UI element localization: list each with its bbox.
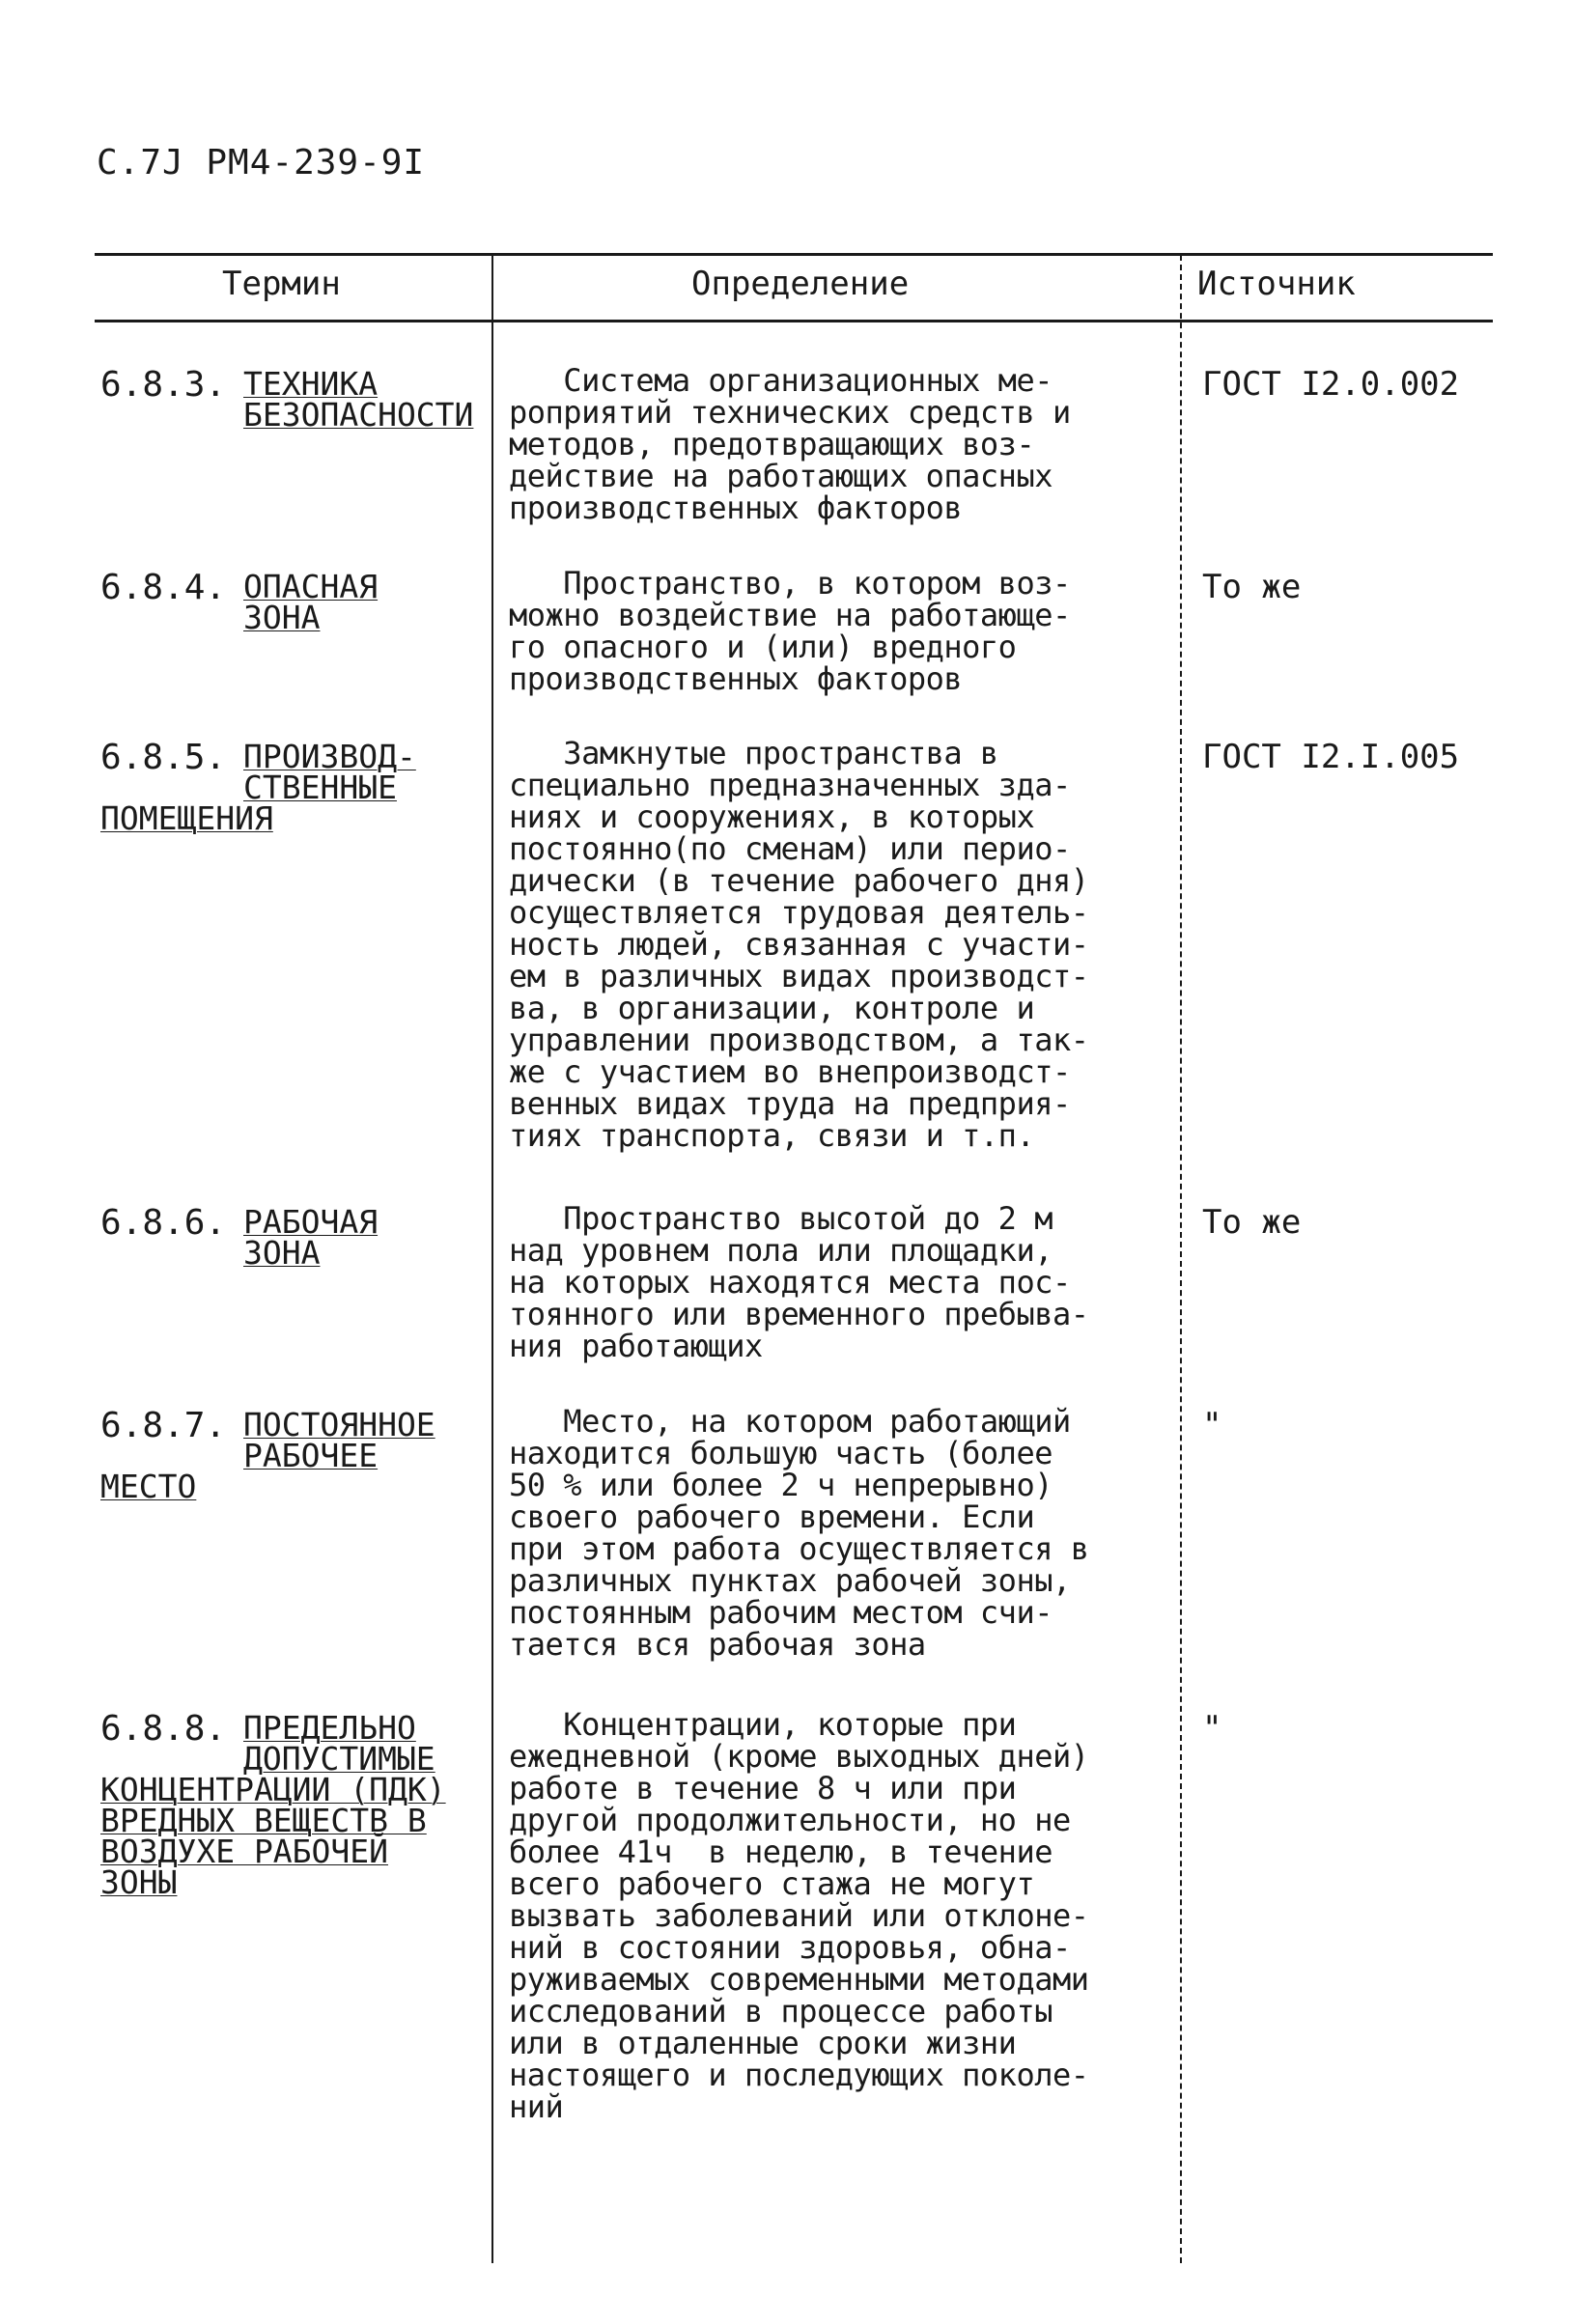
- table-top-rule: [95, 253, 1493, 256]
- term-number: 6.8.4.: [100, 568, 227, 607]
- term-line: КОНЦЕНТРАЦИИ (ПДК): [100, 1771, 446, 1808]
- term-line: ПРОИЗВОД-: [243, 738, 416, 775]
- term-line: СТВЕННЫЕ: [243, 769, 397, 806]
- column-divider-source: [1180, 255, 1182, 2263]
- source-text: ГОСТ І2.0.002: [1202, 365, 1460, 404]
- definition-text: Замкнутые пространства в специально предназначенных зда- ниях и сооружениях, в которых постоянно(по сменам) или перио- дически (в течение рабочего дня) осуществляется трудовая деятель- ность людей, связанная с участи- ем в различных видах производст- ва, в организации, контроле и управлении производством, а так- же с участием во внепроизводст- венных видах труда на предприя- тиях транспорта, связи и т.п.: [509, 735, 1089, 1154]
- term-line: РАБОЧАЯ: [243, 1203, 379, 1241]
- page-header: С.7Ј РМ4-239-9І: [97, 143, 426, 182]
- definition-text: Система организационных ме- роприятий технических средств и методов, предотвращающих воз- действие на работающих опасных производственных факторов: [509, 362, 1071, 526]
- table-header-rule: [95, 320, 1493, 322]
- term-number: 6.8.8.: [100, 1709, 227, 1749]
- definition-text: Пространство высотой до 2 м над уровнем пола или площадки, на которых находятся места пос- тоянного или временного пребыва- ния работающих: [509, 1200, 1089, 1364]
- column-header-definition: Определение: [691, 265, 910, 303]
- term-number: 6.8.6.: [100, 1203, 227, 1243]
- column-header-source: Источник: [1197, 265, 1356, 303]
- term-line: ТЕХНИКА: [243, 365, 379, 403]
- term-line: ПРЕДЕЛЬНО: [243, 1709, 416, 1747]
- term-line: ДОПУСТИМЫЕ: [243, 1740, 435, 1778]
- term-line: ЗОНА: [243, 599, 321, 636]
- column-header-term: Термин: [222, 265, 341, 303]
- term-line: МЕСТО: [100, 1468, 197, 1505]
- source-text: ": [1202, 1709, 1222, 1748]
- term-number: 6.8.7.: [100, 1406, 227, 1445]
- term-line: ПОСТОЯННОЕ: [243, 1406, 435, 1443]
- column-divider-term: [491, 255, 493, 2263]
- term-line: ПОМЕЩЕНИЯ: [100, 799, 273, 837]
- term-number: 6.8.3.: [100, 365, 227, 405]
- term-line: ВРЕДНЫХ ВЕЩЕСТВ В: [100, 1802, 427, 1839]
- source-text: То же: [1202, 1203, 1302, 1242]
- source-text: То же: [1202, 568, 1302, 606]
- definition-text: Концентрации, которые при ежедневной (кроме выходных дней) работе в течение 8 ч или при другой продолжительности, но не более 41ч в неделю, в течение всего рабочего стажа не могут вызвать заболеваний или отклоне- ний в состоянии здоровья, обна- руживаемых современными методами исследований в процессе работы или в отдаленные сроки жизни настоящего и последующих поколе- ний: [509, 1706, 1089, 2125]
- term-line: ЗОНА: [243, 1234, 321, 1272]
- definition-text: Место, на котором работающий находится большую часть (более 50 % или более 2 ч непрерывно) своего рабочего времени. Если при этом работа осуществляется в различных пунктах рабочей зоны, постоянным рабочим местом счи- тается вся рабочая зона: [509, 1403, 1089, 1663]
- term-line: ВОЗДУХЕ РАБОЧЕЙ: [100, 1833, 389, 1870]
- term-number: 6.8.5.: [100, 738, 227, 777]
- term-line: ОПАСНАЯ: [243, 568, 379, 605]
- term-line: ЗОНЫ: [100, 1863, 178, 1901]
- source-text: ": [1202, 1406, 1222, 1444]
- term-line: БЕЗОПАСНОСТИ: [243, 396, 474, 434]
- term-line: РАБОЧЕЕ: [243, 1437, 379, 1474]
- definition-text: Пространство, в котором воз- можно воздействие на работающе- го опасного и (или) вредного производственных факторов: [509, 565, 1071, 697]
- source-text: ГОСТ І2.І.005: [1202, 738, 1460, 776]
